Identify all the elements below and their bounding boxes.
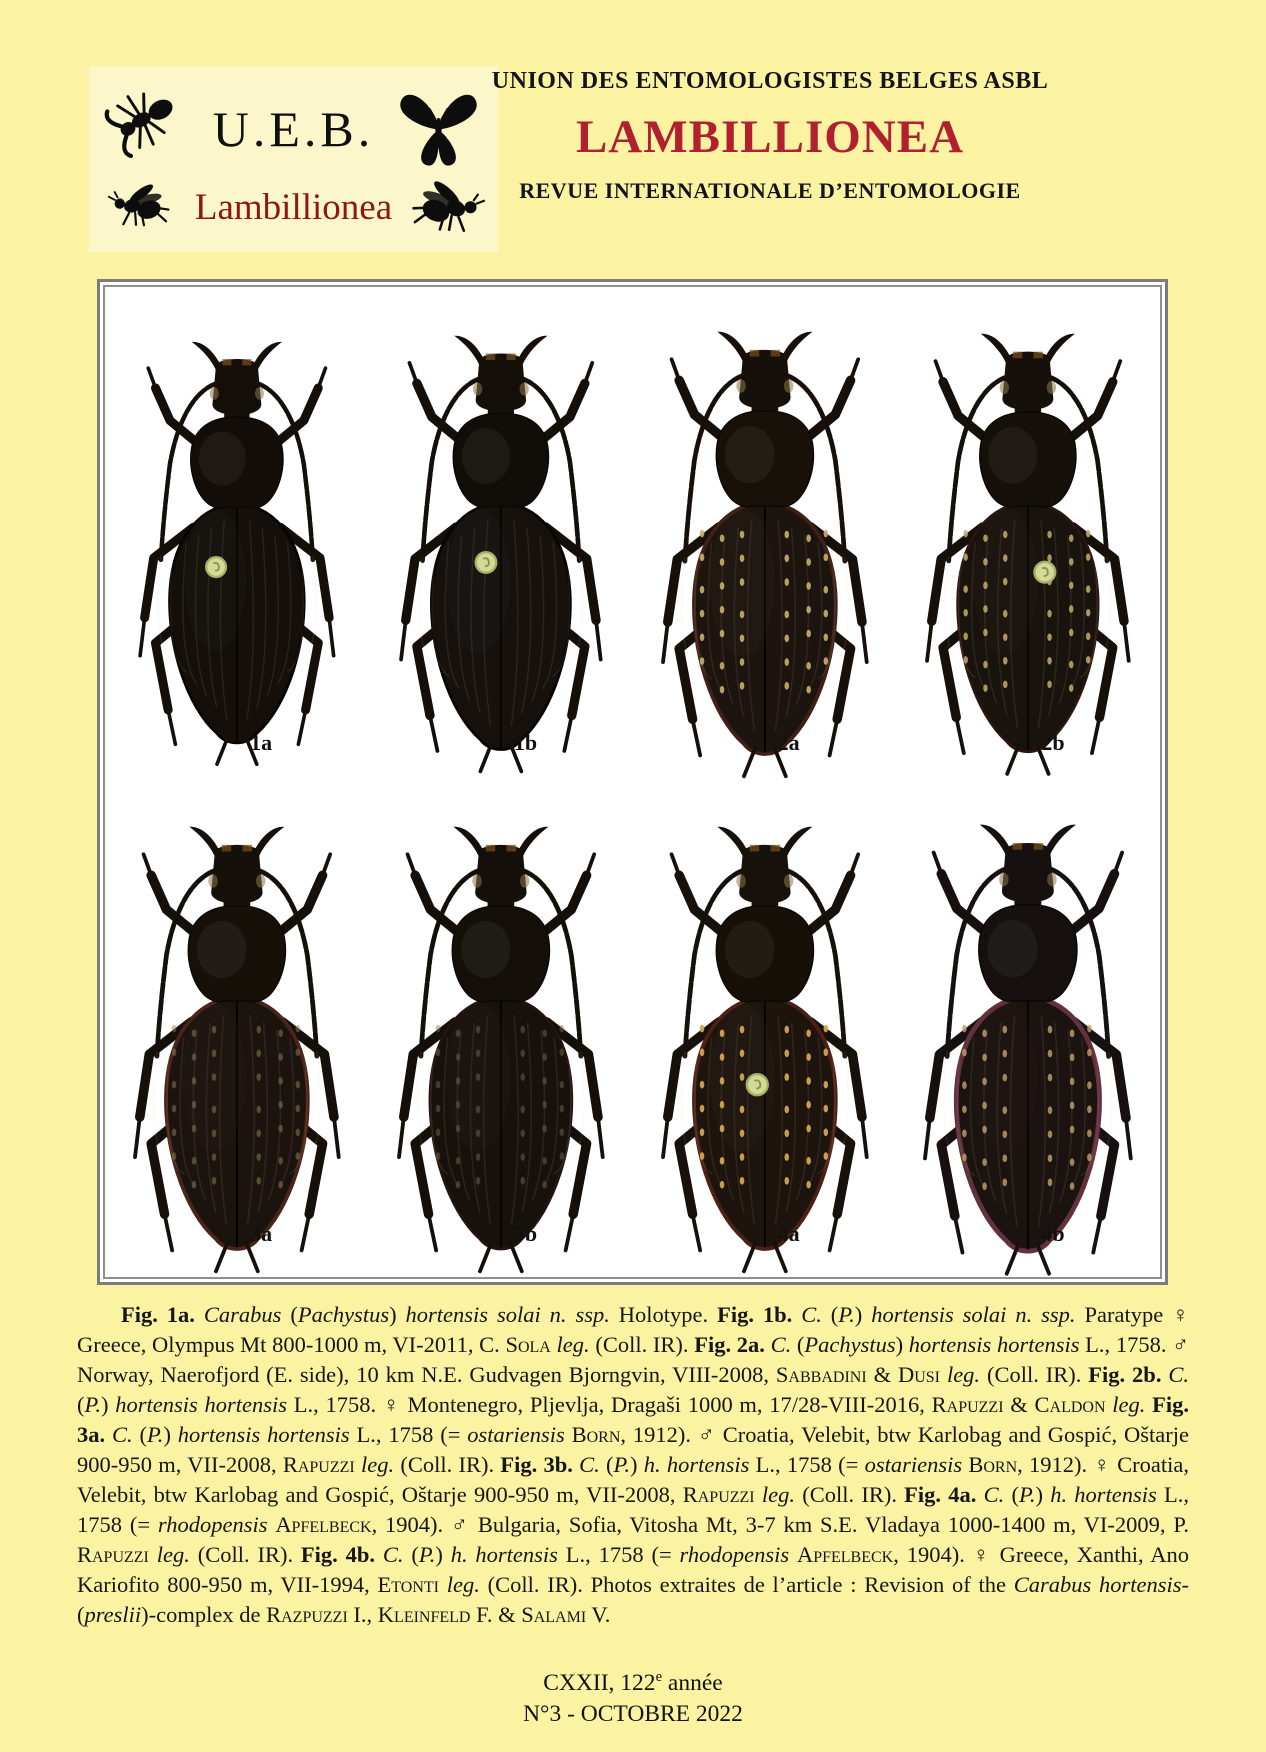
beetle-figure-2a xyxy=(633,287,897,782)
logo-acronym: U.E.B. xyxy=(212,101,375,157)
figure-label: 1b xyxy=(513,730,538,755)
figure-label: 1a xyxy=(250,730,273,755)
organisation-line: UNION DES ENTOMOLOGISTES BELGES ASBL xyxy=(491,68,1049,94)
journal-subtitle: REVUE INTERNATIONALE D’ENTOMOLOGIE xyxy=(519,178,1021,203)
figure-label: 2b xyxy=(1041,730,1065,755)
beetle-photo xyxy=(633,782,897,1277)
beetle-figure-1b xyxy=(369,287,633,782)
beetle-photo xyxy=(896,782,1160,1277)
footer-volume-line: CXXII, 122e année xyxy=(543,1669,723,1696)
figure-label: 4b xyxy=(1041,1221,1065,1246)
figure-plate-panel xyxy=(97,279,1168,1285)
beetle-figure-3b xyxy=(369,782,633,1277)
ueb-logo-box xyxy=(89,66,498,252)
figure-label: 3a xyxy=(250,1221,273,1246)
figure-caption: Fig. 1a. Carabus (Pachystus) hortensis solai n. ssp. Holotype. Fig. 1b. C. (P.) hortensis solai n. ssp. Paratype ♀ Greece, Olympus Mt 800-1000 m, VI-2011, C. Sola leg. (Coll. IR). Fig. 2a. C. (Pachystus) hortensis hortensis L., 1758. ♂ Norway, Naerofjord (E. side), 10 km N.E. Gudvagen Bjorngvin, VIII-2008, Sabbadini & Dusi leg. (Coll. IR). Fig. 2b. C. (P.) hortensis hortensis L., 1758. ♀ Montenegro, Pljevlja, Dragaši 1000 m, 17/28-VIII-2016, Rapuzzi & Caldon leg. Fig. 3a. C. (P.) hortensis hortensis L., 1758 (= ostariensis Born, 1912). ♂ Croatia, Velebit, btw Karlobag and Gospić, Oštarje 900-950 m, VII-2008, Rapuzzi leg. (Coll. IR). Fig. 3b. C. (P.) h. hortensis L., 1758 (= ostariensis Born, 1912). ♀ Croatia, Velebit, btw Karlobag and Gospić, Oštarje 900-950 m, VII-2008, Rapuzzi leg. (Coll. IR). Fig. 4a. C. (P.) h. hortensis L., 1758 (= rhodopensis Apfelbeck, 1904). ♂ Bulgaria, Sofia, Vitosha Mt, 3-7 km S.E. Vladaya 1000-1400 m, VI-2009, P. Rapuzzi leg. (Coll. IR). Fig. 4b. C. (P.) h. hortensis L., 1758 (= rhodopensis Apfelbeck, 1904). ♀ Greece, Xanthi, Ano Kariofito 800-950 m, VII-1994, Etonti leg. (Coll. IR). Photos extraites de l’article : Revision of the Carabus hortensis- (preslii)-complex de Razpuzzi I., Kleinfeld F. & Salami V. xyxy=(77,1302,1190,1627)
beetle-figure-2b xyxy=(896,287,1160,782)
beetle-figure-4b xyxy=(896,782,1160,1277)
beetle-figure-3a xyxy=(105,782,369,1277)
footer xyxy=(0,1662,1266,1730)
figure-label: 3b xyxy=(513,1221,538,1246)
beetle-photo xyxy=(369,287,633,782)
beetle-figure-1a xyxy=(105,287,369,782)
beetle-photo xyxy=(896,287,1160,782)
figure-label: 4a xyxy=(777,1221,800,1246)
figure-label: 2a xyxy=(777,730,800,755)
beetle-photo xyxy=(105,782,369,1277)
beetle-photo xyxy=(105,287,369,782)
beetle-photo xyxy=(633,287,897,782)
beetle-figure-4a xyxy=(633,782,897,1277)
footer-issue-line: N°3 - OCTOBRE 2022 xyxy=(523,1700,743,1727)
journal-title: LAMBILLIONEA xyxy=(575,111,965,163)
logo-name: Lambillionea xyxy=(194,187,393,228)
beetle-grid xyxy=(103,285,1162,1279)
beetle-photo xyxy=(369,782,633,1277)
